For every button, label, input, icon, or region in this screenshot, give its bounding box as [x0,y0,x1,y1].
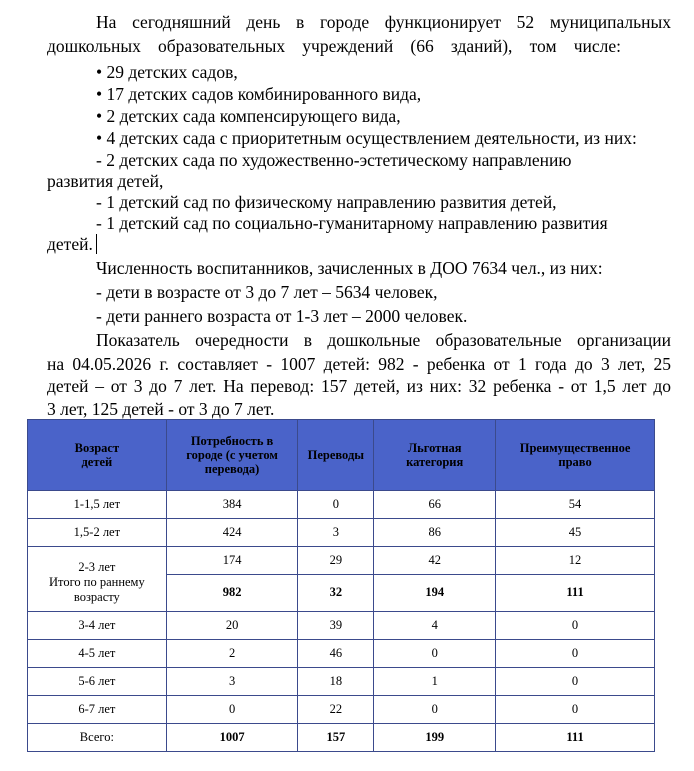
cell-transfers: 3 [298,519,374,547]
cell-need: 424 [166,519,298,547]
text-cursor [96,234,97,254]
cell-transfers: 46 [298,639,374,667]
cell-privileged: 199 [374,723,496,751]
cell-age: 2-3 лет [28,547,167,575]
header-privileged: Льготная категория [374,420,496,491]
dash-item: - 1 детский сад по социально-гуманитарному направлению развития [96,213,608,233]
cell-transfers: 29 [298,547,374,575]
cell-need: 384 [166,491,298,519]
cell-priority: 111 [496,575,655,612]
cell-priority: 12 [496,547,655,575]
cell-age: 6-7 лет [28,695,167,723]
cell-privileged: 4 [374,611,496,639]
cell-need: 0 [166,695,298,723]
dash-item: - дети в возрасте от 3 до 7 лет – 5634 человек, [96,282,438,302]
paragraph-line: на 04.05.2026 г. составляет - 1007 детей: 982 - ребенка от 1 года до 3 лет, 25 [47,354,671,374]
table-header-row [28,420,655,491]
cell-need: 20 [166,611,298,639]
cell-priority: 0 [496,695,655,723]
dash-item: - 2 детских сада по художественно-эстетическому направлению [96,150,572,170]
cell-transfers: 157 [298,723,374,751]
cell-age: 4-5 лет [28,639,167,667]
paragraph-line: Показатель очередности в дошкольные образовательные организации [96,330,671,350]
dash-item: - 1 детский сад по физическому направлению развития детей, [96,192,557,212]
bullet-item: • 29 детских садов, [96,62,238,82]
cell-privileged: 86 [374,519,496,547]
dash-item: развития детей, [47,171,164,191]
cell-privileged: 66 [374,491,496,519]
table-row [28,639,655,667]
dash-item: детей. [47,234,93,254]
bullet-item: • 4 детских сада с приоритетным осуществлением деятельности, из них: [96,128,637,148]
cell-privileged: 0 [374,695,496,723]
paragraph-line: дошкольных образовательных учреждений (66 зданий), том числе: [47,36,621,56]
cell-need: 3 [166,667,298,695]
table-row [28,491,655,519]
table-row [28,695,655,723]
cell-age: 1,5-2 лет [28,519,167,547]
cell-priority: 0 [496,639,655,667]
cell-priority: 111 [496,723,655,751]
cell-transfers: 22 [298,695,374,723]
table-row [28,519,655,547]
table-row [28,547,655,575]
cell-age: 5-6 лет [28,667,167,695]
table-row [28,667,655,695]
cell-transfers: 39 [298,611,374,639]
cell-transfers: 32 [298,575,374,612]
cell-early-total-label: Итого по раннему возрасту [28,575,167,612]
bullet-item: • 2 детских сада компенсирующего вида, [96,106,401,126]
cell-age: 3-4 лет [28,611,167,639]
paragraph-line: На сегодняшний день в городе функционирует 52 муниципальных [96,12,671,32]
table-row-total [28,723,655,751]
cell-transfers: 0 [298,491,374,519]
paragraph-line: детей – от 3 до 7 лет. На перевод: 157 детей, из них: 32 ребенка - от 1,5 лет до [47,376,671,396]
cell-priority: 0 [496,667,655,695]
cell-privileged: 1 [374,667,496,695]
cell-need: 2 [166,639,298,667]
header-priority: Преимущественное право [496,420,655,491]
table-row [28,611,655,639]
cell-transfers: 18 [298,667,374,695]
cell-need: 1007 [166,723,298,751]
cell-priority: 0 [496,611,655,639]
bullet-item: • 17 детских садов комбинированного вида, [96,84,422,104]
cell-need: 174 [166,547,298,575]
cell-priority: 54 [496,491,655,519]
header-transfers: Переводы [298,420,374,491]
cell-age: 1-1,5 лет [28,491,167,519]
paragraph-line: Численность воспитанников, зачисленных в ДОО 7634 чел., из них: [96,258,603,278]
dash-item: - дети раннего возраста от 1-3 лет – 2000 человек. [96,306,468,326]
cell-privileged: 42 [374,547,496,575]
cell-priority: 45 [496,519,655,547]
header-age: Возраст детей [28,420,167,491]
cell-privileged: 194 [374,575,496,612]
queue-table [27,419,655,752]
header-need: Потребность в городе (с учетом перевода) [166,420,298,491]
cell-total-label: Всего: [28,723,167,751]
cell-need: 982 [166,575,298,612]
cell-privileged: 0 [374,639,496,667]
table-row-early-total [28,575,655,612]
paragraph-line: 3 лет, 125 детей - от 3 до 7 лет. [47,399,275,419]
